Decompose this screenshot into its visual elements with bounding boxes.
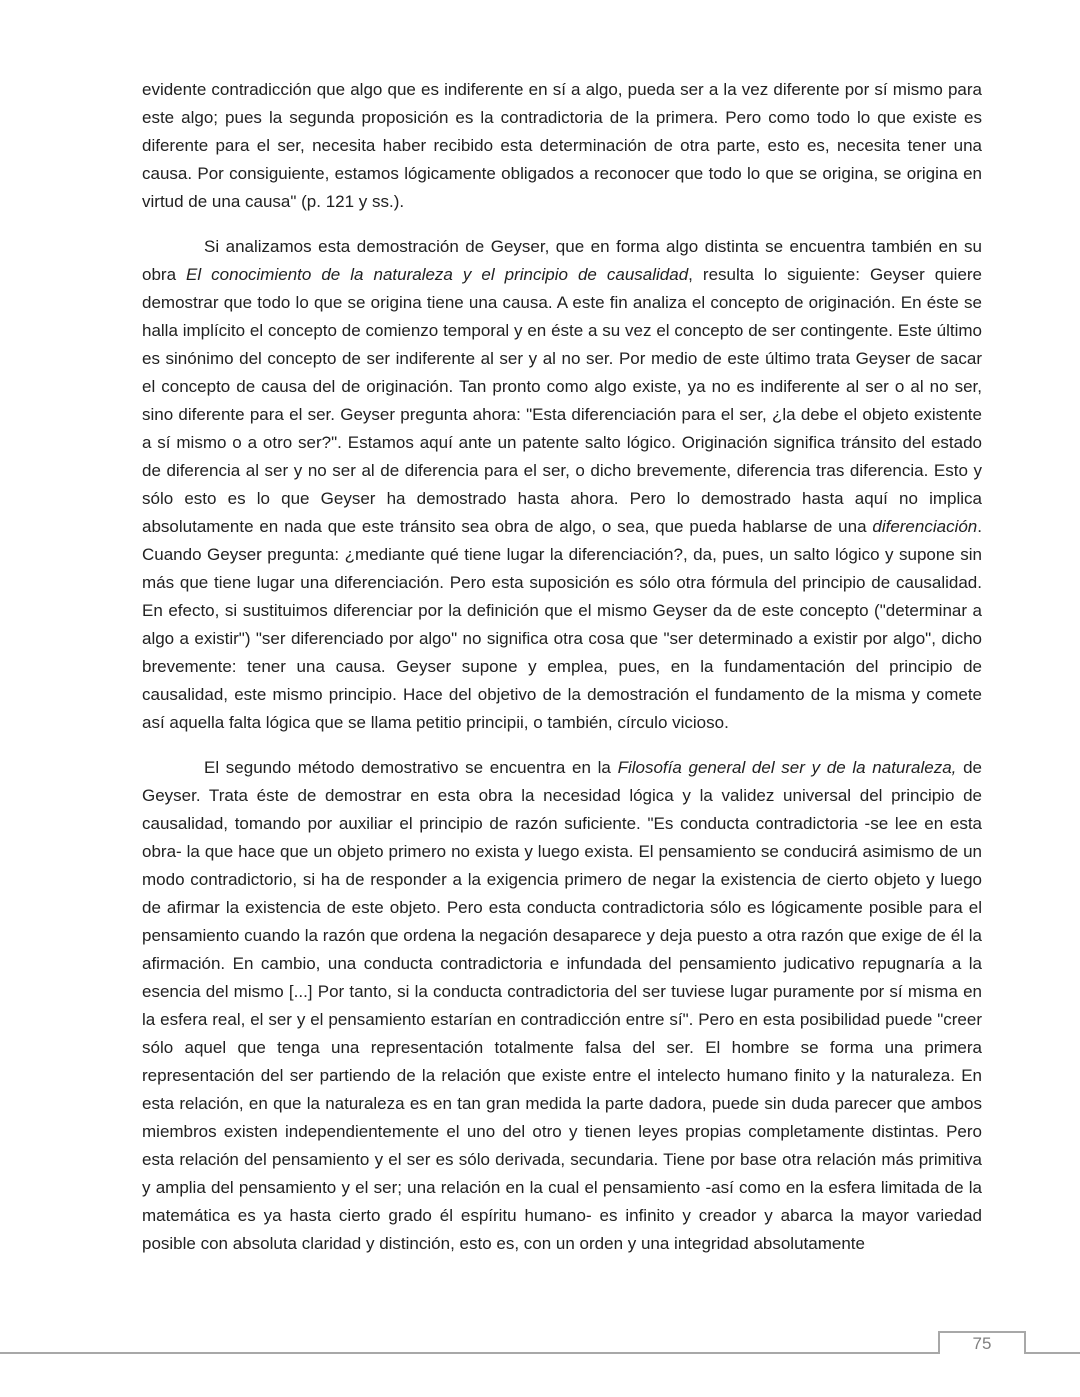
text-run: , resulta lo siguiente: Geyser quiere demostrar que todo lo que se origina tiene una causa. A este fin analiza el concepto de originación. En éste se halla implícito el concepto de comienzo temporal y en éste a su vez el concepto de ser contingente. Este último es sinónimo del concepto de ser indiferente al ser y al no ser. Por medio de este último trata Geyser de sacar el concepto de causa del de originación. Tan pronto como algo existe, ya no es indiferente al ser o al no ser, sino diferente para el ser. Geyser pregunta ahora: "Esta diferenciación para el ser, ¿la debe el objeto existente a sí mismo o a otro ser?". Estamos aquí ante un patente salto lógico. Originación significa tránsito del estado de diferencia al ser y no ser al de diferencia para el ser, o dicho brevemente, diferencia tras diferencia. Esto y sólo esto es lo que Geyser ha demostrado hasta ahora. Pero lo demostrado hasta aquí no implica absolutamente en nada que este tránsito sea obra de algo, o sea, que pueda hablarse de una: [142, 265, 983, 536]
italic-text-run: diferenciación: [872, 517, 978, 536]
italic-text-run: Filosofía general del ser y de la naturaleza,: [617, 758, 957, 777]
footer-rule-left: [0, 1352, 938, 1354]
paragraph: [142, 76, 982, 216]
text-run: de Geyser. Trata éste de demostrar en esta obra la necesidad lógica y la validez universal del principio de causalidad, tomando por auxiliar el principio de razón suficiente. "Es conducta contradictoria -se lee en esta obra- la que hace que un objeto primero no exista y luego exista. El pensamiento se conducirá asimismo de un modo contradictorio, si ha de responder a la exigencia primero de negar la existencia de cierto objeto y luego de afirmar la existencia de este objeto. Pero esta conducta contradictoria sólo es lógicamente posible para el pensamiento cuando la razón que ordena la negación desaparece y deja puesto a otra razón que exige de él la afirmación. En cambio, una conducta contradictoria e infundada del pensamiento judicativo repugnaría a la esencia del mismo [...] Por tanto, si la conducta contradictoria del ser tuviese lugar puramente por sí misma en la esfera real, el ser y el pensamiento estarían en contradicción entre sí". Pero en esta posibilidad puede "creer sólo aquel que tenga una representación totalmente falsa del ser. El hombre se forma una primera representación del ser partiendo de la relación que existe entre el intelecto humano finito y la naturaleza. En esta relación, en que la naturaleza es en tan gran medida la parte dadora, puede sin duda parecer que ambos miembros existen independientemente el uno del otro y tienen leyes propias completamente distintas. Pero esta relación del pensamiento y el ser es sólo derivada, secundaria. Tiene por base otra relación más primitiva y amplia del pensamiento y el ser; una relación en la cual el pensamiento -así como en la esfera limitada de la matemática es ya hasta cierto grado él espíritu humano- es infinito y creador y abarca la mayor variedad posible con absoluta claridad y distinción, esto es, con un orden y una integridad absolutamente: [142, 758, 983, 1253]
text-run: Si analizamos esta demostración de Geyser, que en forma algo distinta se encuentra también en su obra: [142, 237, 982, 284]
paragraph: [142, 233, 982, 737]
page-number: 75: [972, 1334, 992, 1353]
text-run: evidente contradicción que algo que es indiferente en sí a algo, pueda ser a la vez diferente por sí mismo para este algo; pues la segunda proposición es la contradictoria de la primera. Pero como todo lo que existe es diferente para el ser, necesita haber recibido esta determinación de otra parte, esto es, necesita tener una causa. Por consiguiente, estamos lógicamente obligados a reconocer que todo lo que se origina, se origina en virtud de una causa" (p. 121 y ss.).: [142, 80, 982, 211]
paragraph: [142, 754, 982, 1258]
document-body: [142, 76, 982, 1275]
text-run: El segundo método demostrativo se encuentra en la: [204, 758, 618, 777]
footer-rule-right: [1026, 1352, 1080, 1354]
text-run: . Cuando Geyser pregunta: ¿mediante qué tiene lugar la diferenciación?, da, pues, un salto lógico y supone sin más que tiene lugar una diferenciación. Pero esta suposición es sólo otra fórmula del principio de causalidad. En efecto, si sustituimos diferenciar por la definición que el mismo Geyser da de este concepto ("determinar a algo a existir") "ser diferenciado por algo" no significa otra cosa que "ser determinado a existir por algo", dicho brevemente: tener una causa. Geyser supone y emplea, pues, en la fundamentación del principio de causalidad, este mismo principio. Hace del objetivo de la demostración el fundamento de la misma y comete así aquella falta lógica que se llama petitio principii, o también, círculo vicioso.: [142, 517, 982, 732]
italic-text-run: El conocimiento de la naturaleza y el principio de causalidad: [186, 265, 689, 284]
page-number-tab: [938, 1331, 1026, 1354]
